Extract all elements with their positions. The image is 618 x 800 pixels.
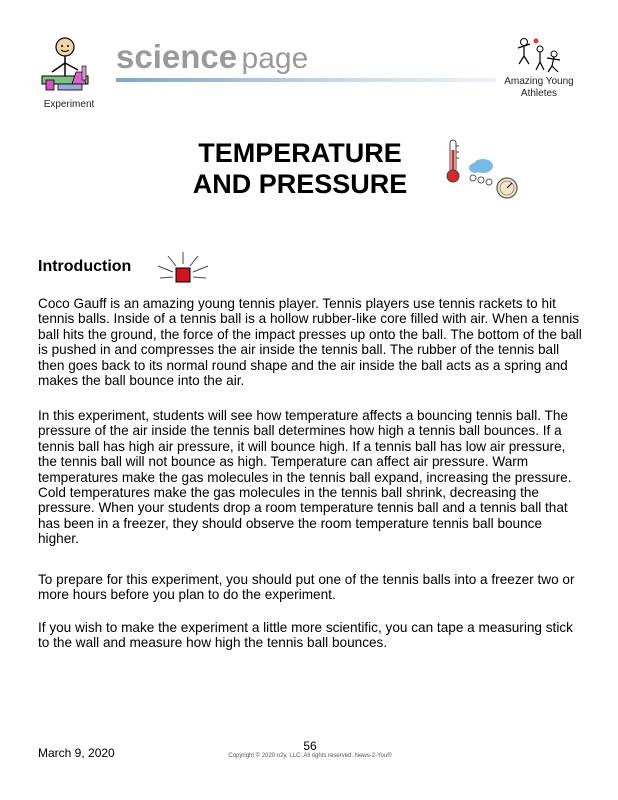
- header-rule: [116, 78, 496, 82]
- title-line-2: AND PRESSURE: [192, 169, 408, 199]
- paragraph-3: To prepare for this experiment, you should put one of the tennis balls into a freezer two or more hours before you plan to do the experiment.: [38, 572, 575, 603]
- brand-light: page: [241, 42, 309, 75]
- section-heading: Introduction: [38, 258, 132, 275]
- paragraph-2: In this experiment, students will see how temperature affects a bouncing tennis ball. The pressure of the air inside the tennis ball determines how high a tennis ball bounces. If a tennis ball has high air pressure, it will bounce high. If a tennis ball has low air pressure, the tennis ball will not bounce as high. Temperature can affect air pressure. Warm temperatures make the gas molecules in the tennis ball expand, increasing the pressure. Cold temperatures make the gas molecules in the tennis ball shrink, decreasing the pressure. When your students drop a room temperature tennis ball and a tennis ball that has been in a freezer, they should observe the room temperature tennis ball bounce higher.: [38, 408, 572, 547]
- page-title: [150, 138, 450, 200]
- page-number: 56: [303, 739, 317, 753]
- paragraph-1: Coco Gauff is an amazing young tennis player. Tennis players use tennis rackets to hit tennis balls. Inside of a tennis ball is a hollow rubber-like core filled with air. When a tennis ball hits the ground, the force of the impact presses up onto the ball. The bottom of the ball is pushed in and compresses the air inside the tennis ball. The rubber of the tennis ball then goes back to its normal round shape and the air inside the ball acts as a spring and makes the ball bounce into the air.: [38, 296, 582, 389]
- thermometer-icon: [445, 138, 461, 184]
- experiment-caption: Experiment: [43, 99, 95, 110]
- footer-date: March 9, 2020: [38, 746, 115, 760]
- paragraph-4: If you wish to make the experiment a little more scientific, you can tape a measuring stick to the wall and measure how high the tennis ball bounces.: [38, 620, 573, 651]
- athletes-caption-line2: Athletes: [520, 88, 558, 99]
- introduction-icon: [156, 248, 210, 288]
- brand-bold: science: [116, 38, 238, 75]
- title-line-1: TEMPERATURE: [198, 138, 402, 168]
- experiment-icon: [38, 36, 98, 98]
- athletes-icon: [514, 36, 564, 74]
- brand-title: [116, 38, 308, 76]
- athletes-caption-line1: Amazing Young: [504, 76, 574, 87]
- weather-icon: [467, 156, 521, 202]
- copyright-text: Copyright © 2020 n2y, LLC. All rights reserved. News-2-You®: [228, 753, 392, 759]
